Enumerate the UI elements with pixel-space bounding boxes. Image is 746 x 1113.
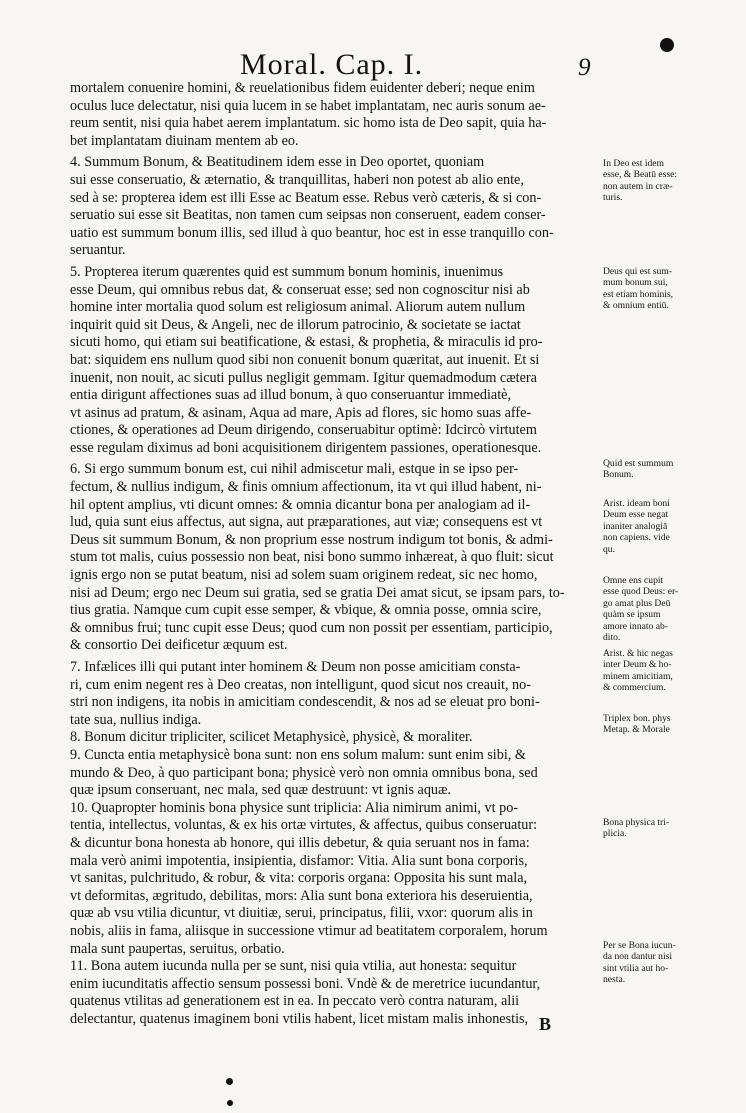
- margin-note-line: qu.: [603, 543, 615, 555]
- text-line: entia dirigunt affectiones suas ad illud bonum, à quo conseruantur immediatè,: [70, 387, 512, 404]
- text-line: delectantur, quatenus imaginem boni vtilis habent, licet mistam malis inhonestis,: [70, 1010, 529, 1027]
- text-line: quæ ab vsu vtilia dicuntur, vt diuitiæ, serui, principatus, filii, vxor: quorum alis in: [70, 905, 533, 922]
- text-line: 8. Bonum dicitur tripliciter, scilicet Metaphysicè, physicè, & moraliter.: [70, 729, 473, 746]
- margin-note-line: est etiam hominis,: [603, 288, 674, 300]
- margin-note-line: Deus qui est sum-: [603, 266, 673, 277]
- text-line: & omnibus frui; tunc cupit esse Deus; quod cum non possit per essentiam, participio,: [70, 619, 553, 636]
- text-line: 11. Bona autem iucunda nulla per se sunt, nisi quia vtilia, aut honesta: sequitur: [70, 958, 517, 975]
- margin-note-line: Arist. & hic negas: [603, 648, 673, 659]
- margin-note: [603, 458, 703, 481]
- margin-note-line: Deum esse negat: [603, 509, 669, 521]
- margin-note: [603, 266, 703, 312]
- signature-mark: B: [539, 1014, 552, 1034]
- text-line: 9. Cuncta entia metaphysicè bona sunt: non ens solum malum: sunt enim sibi, &: [70, 746, 526, 763]
- text-line: sed à se: propterea idem est illi Esse ac Beatum esse. Rebus verò cæteris, & si con-: [70, 189, 542, 206]
- margin-note-line: da non dantur nisi: [603, 951, 673, 963]
- margin-note-line: turis.: [603, 192, 623, 204]
- margin-note-line: go amat plus Deū: [603, 597, 671, 609]
- text-line: nobis, aliis in fama, aliisque in successione vtimur ad beatitatem corporalem, horum: [70, 922, 548, 939]
- text-line: quatenus vtilitas ad generationem est in ea. In peccato verò contra naturam, alii: [70, 993, 520, 1010]
- text-line: ri, cum enim negent res à Deo creatas, non intelligunt, quod sicut nos creauit, no-: [70, 676, 531, 693]
- margin-note-line: esse, & Beatū esse:: [603, 169, 678, 181]
- margin-note-line: mum bonum sui,: [603, 277, 668, 289]
- text-line: stri non indigens, ita nobis in amicitiam condescendit, & nos ad se eleuat pro boni-: [70, 694, 540, 711]
- margin-note-line: inaniter analogiā: [603, 520, 668, 532]
- text-line: uatio est summum bonum illis, sed illud à quo beantur, hoc est in esse tranquillo con-: [70, 224, 554, 241]
- text-line: fectum, & nullius indigum, & finis omnium affectionum, ita vt qui illud habent, ni-: [70, 479, 542, 496]
- margin-note-line: plicia.: [603, 828, 627, 840]
- text-line: sui esse conseruatio, & æternatio, & tranquillitas, haberi non potest ab alio ente,: [70, 171, 524, 188]
- margin-note: [603, 575, 703, 643]
- text-line: bet implantatam diuinam mentem ab eo.: [70, 132, 299, 149]
- text-line: tate sua, nullius indiga.: [70, 711, 202, 728]
- margin-note-line: minem amicitiam,: [603, 670, 673, 682]
- text-line: homine inter mortalia quod solum est religiosum animal. Aliorum autem nullum: [70, 299, 526, 316]
- margin-note-line: inter Deum & ho-: [603, 659, 672, 671]
- text-line: esse Deum, qui omnibus rebus dat, & conseruat esse; sed non cognoscitur nisi ab: [70, 281, 530, 298]
- text-line: tentia, intellectus, voluntas, & ex his ortæ virtutes, & affectus, quibus conseruatur:: [70, 817, 538, 834]
- text-line: esse regulam diximus ad boni acquisitionem dirigentem passiones, operationesque.: [70, 439, 542, 456]
- text-line: & consortio Dei deificetur æquum est.: [70, 637, 288, 654]
- margin-note-line: Metap. & Morale: [603, 724, 670, 736]
- margin-note-line: amore innato ab-: [603, 620, 668, 632]
- text-line: hil optent amplius, vti dicunt omnes: & omnia dicantur bona per analogiam ad il-: [70, 496, 531, 513]
- margin-note-line: nesta.: [603, 974, 626, 986]
- margin-note: [603, 648, 703, 694]
- margin-note-line: sint vtilia aut ho-: [603, 962, 669, 974]
- margin-note: [603, 940, 703, 986]
- margin-note-line: Bonum.: [603, 469, 634, 481]
- margin-note: [603, 158, 703, 204]
- text-line: mala sunt paupertas, seruitus, orbatio.: [70, 940, 285, 957]
- margin-note: [603, 713, 703, 736]
- text-line: vt deformitas, ægritudo, debilitas, mors: Alia sunt bona exteriora his deseruientia,: [70, 887, 533, 904]
- ink-blot: [660, 38, 674, 52]
- text-line: vt sanitas, pulchritudo, & robur, & vita: corporis organa: Opposita his sunt mala,: [70, 870, 528, 887]
- margin-note: [603, 498, 703, 555]
- text-line: ctiones, & operationes ad Deum dirigendo, conseruabitur optimè: Idcircò virtutem: [70, 422, 537, 439]
- ink-blot: [227, 1100, 233, 1106]
- margin-note-line: esse quod Deus: er-: [603, 586, 679, 598]
- text-line: inquirit quid sit Deus, & Angeli, nec de illorum patrocinio, & societate se iactat: [70, 316, 521, 333]
- text-line: tius gratia. Namque cum cupit esse semper, & vbique, & omnia posse, omnia scire,: [70, 602, 542, 619]
- text-line: 5. Propterea iterum quærentes quid est summum bonum hominis, inuenimus: [70, 263, 504, 280]
- text-line: stum tot malis, cuius possessio non beat, nisi bono summo inhæreat, à quo fluit: sicut: [70, 549, 554, 566]
- text-line: mundo & Deo, à quo participant bona; physicè verò non omnia omnibus bona, sed: [70, 764, 538, 781]
- text-line: 10. Quapropter hominis bona physice sunt triplicia: Alia nimirum animi, vt po-: [70, 799, 519, 816]
- text-line: 7. Infælices illi qui putant inter hominem & Deum non posse amicitiam consta-: [70, 659, 521, 675]
- text-line: & dicuntur bona honesta ab honore, qui illis debetur, & quia seruant nos in fama:: [70, 834, 530, 851]
- margin-note-line: Omne ens cupit: [603, 575, 664, 586]
- text-line: sicuti homo, qui etiam sui beatificatione, & estasi, & prophetia, & miraculis id pro-: [70, 334, 543, 351]
- text-line: enim iucunditatis affectio sensum possessi boni. Vndè & de meretrice iucundantur,: [70, 975, 541, 992]
- text-line: nisi ad Deum; ergo nec Deum sui gratia, sed se gratia Dei amat sicut, se ipsam pars, to-: [70, 584, 565, 601]
- page-number: 9: [578, 54, 591, 81]
- text-line: bat: siquidem ens nullum quod sibi non conuenit bonum quæritat, aut inuenit. Et si: [70, 351, 540, 368]
- text-line: ignis ergo non se putat beatum, nisi ad solem suam originem redeat, sic nec homo,: [70, 567, 538, 584]
- margin-note-line: & omnium entiū.: [603, 300, 669, 312]
- margin-note-line: Quid est summum: [603, 458, 674, 469]
- text-line: vt asinus ad pratum, & asinam, Aqua ad mare, Apis ad flores, sic homo suas affe-: [70, 404, 532, 421]
- margin-note-line: Arist. ideam boni: [603, 498, 670, 509]
- text-line: inuenit, non nouit, ac sicuti pullus negligit gemmam. Igitur quemadmodum cætera: [70, 369, 537, 386]
- text-line: 6. Si ergo summum bonum est, cui nihil admiscetur mali, estque in se ipso per-: [70, 461, 519, 478]
- text-line: 4. Summum Bonum, & Beatitudinem idem esse in Deo oportet, quoniam: [70, 154, 485, 171]
- margin-note-line: & commercium.: [603, 682, 666, 694]
- running-header-title: Moral. Cap. I.: [240, 48, 424, 81]
- margin-note-line: non capiens. vide: [603, 532, 670, 544]
- text-line: mortalem conuenire homini, & reuelationibus fidem euidenter deberi; neque enim: [70, 80, 535, 96]
- margin-note-line: Triplex bon. phys: [603, 713, 671, 724]
- text-line: seruantur.: [70, 242, 126, 259]
- margin-note-line: dito.: [603, 632, 621, 644]
- margin-note-line: In Deo est idem: [603, 158, 665, 169]
- ink-blot: [226, 1078, 233, 1085]
- text-line: seruatio sui esse sit Beatitas, non tamen cum seipsas non conseruent, eadem conser-: [70, 207, 546, 224]
- text-line: oculus luce delectatur, nisi quia lucem in se habet implantatam, nec auris sonum ae-: [70, 97, 546, 114]
- text-line: quæ ipsum conseruant, nec mala, sed quæ destruunt: vt ignis aquæ.: [70, 782, 452, 799]
- margin-note: [603, 817, 703, 840]
- margin-note-line: non autem in cræ-: [603, 180, 673, 192]
- margin-note-line: Per se Bona iucun-: [603, 940, 676, 951]
- margin-note-line: Bona physica tri-: [603, 817, 670, 828]
- text-line: lud, quia sunt eius affectus, aut signa, aut præparationes, aut viæ; consequens est vt: [70, 514, 543, 531]
- text-line: mala verò animi impotentia, insipientia, disfamor: Vitia. Alia sunt bona corporis,: [70, 852, 528, 869]
- text-line: reum sentit, nisi quia habet aerem implantatum. sic homo ista de Deo sapit, quia ha-: [70, 115, 547, 132]
- margin-note-line: quàm se ipsum: [603, 609, 661, 621]
- text-line: Deus sit summum Bonum, & non proprium esse nostrum indigum tot bonis, & admi-: [70, 531, 553, 548]
- main-text-column: [70, 80, 600, 1028]
